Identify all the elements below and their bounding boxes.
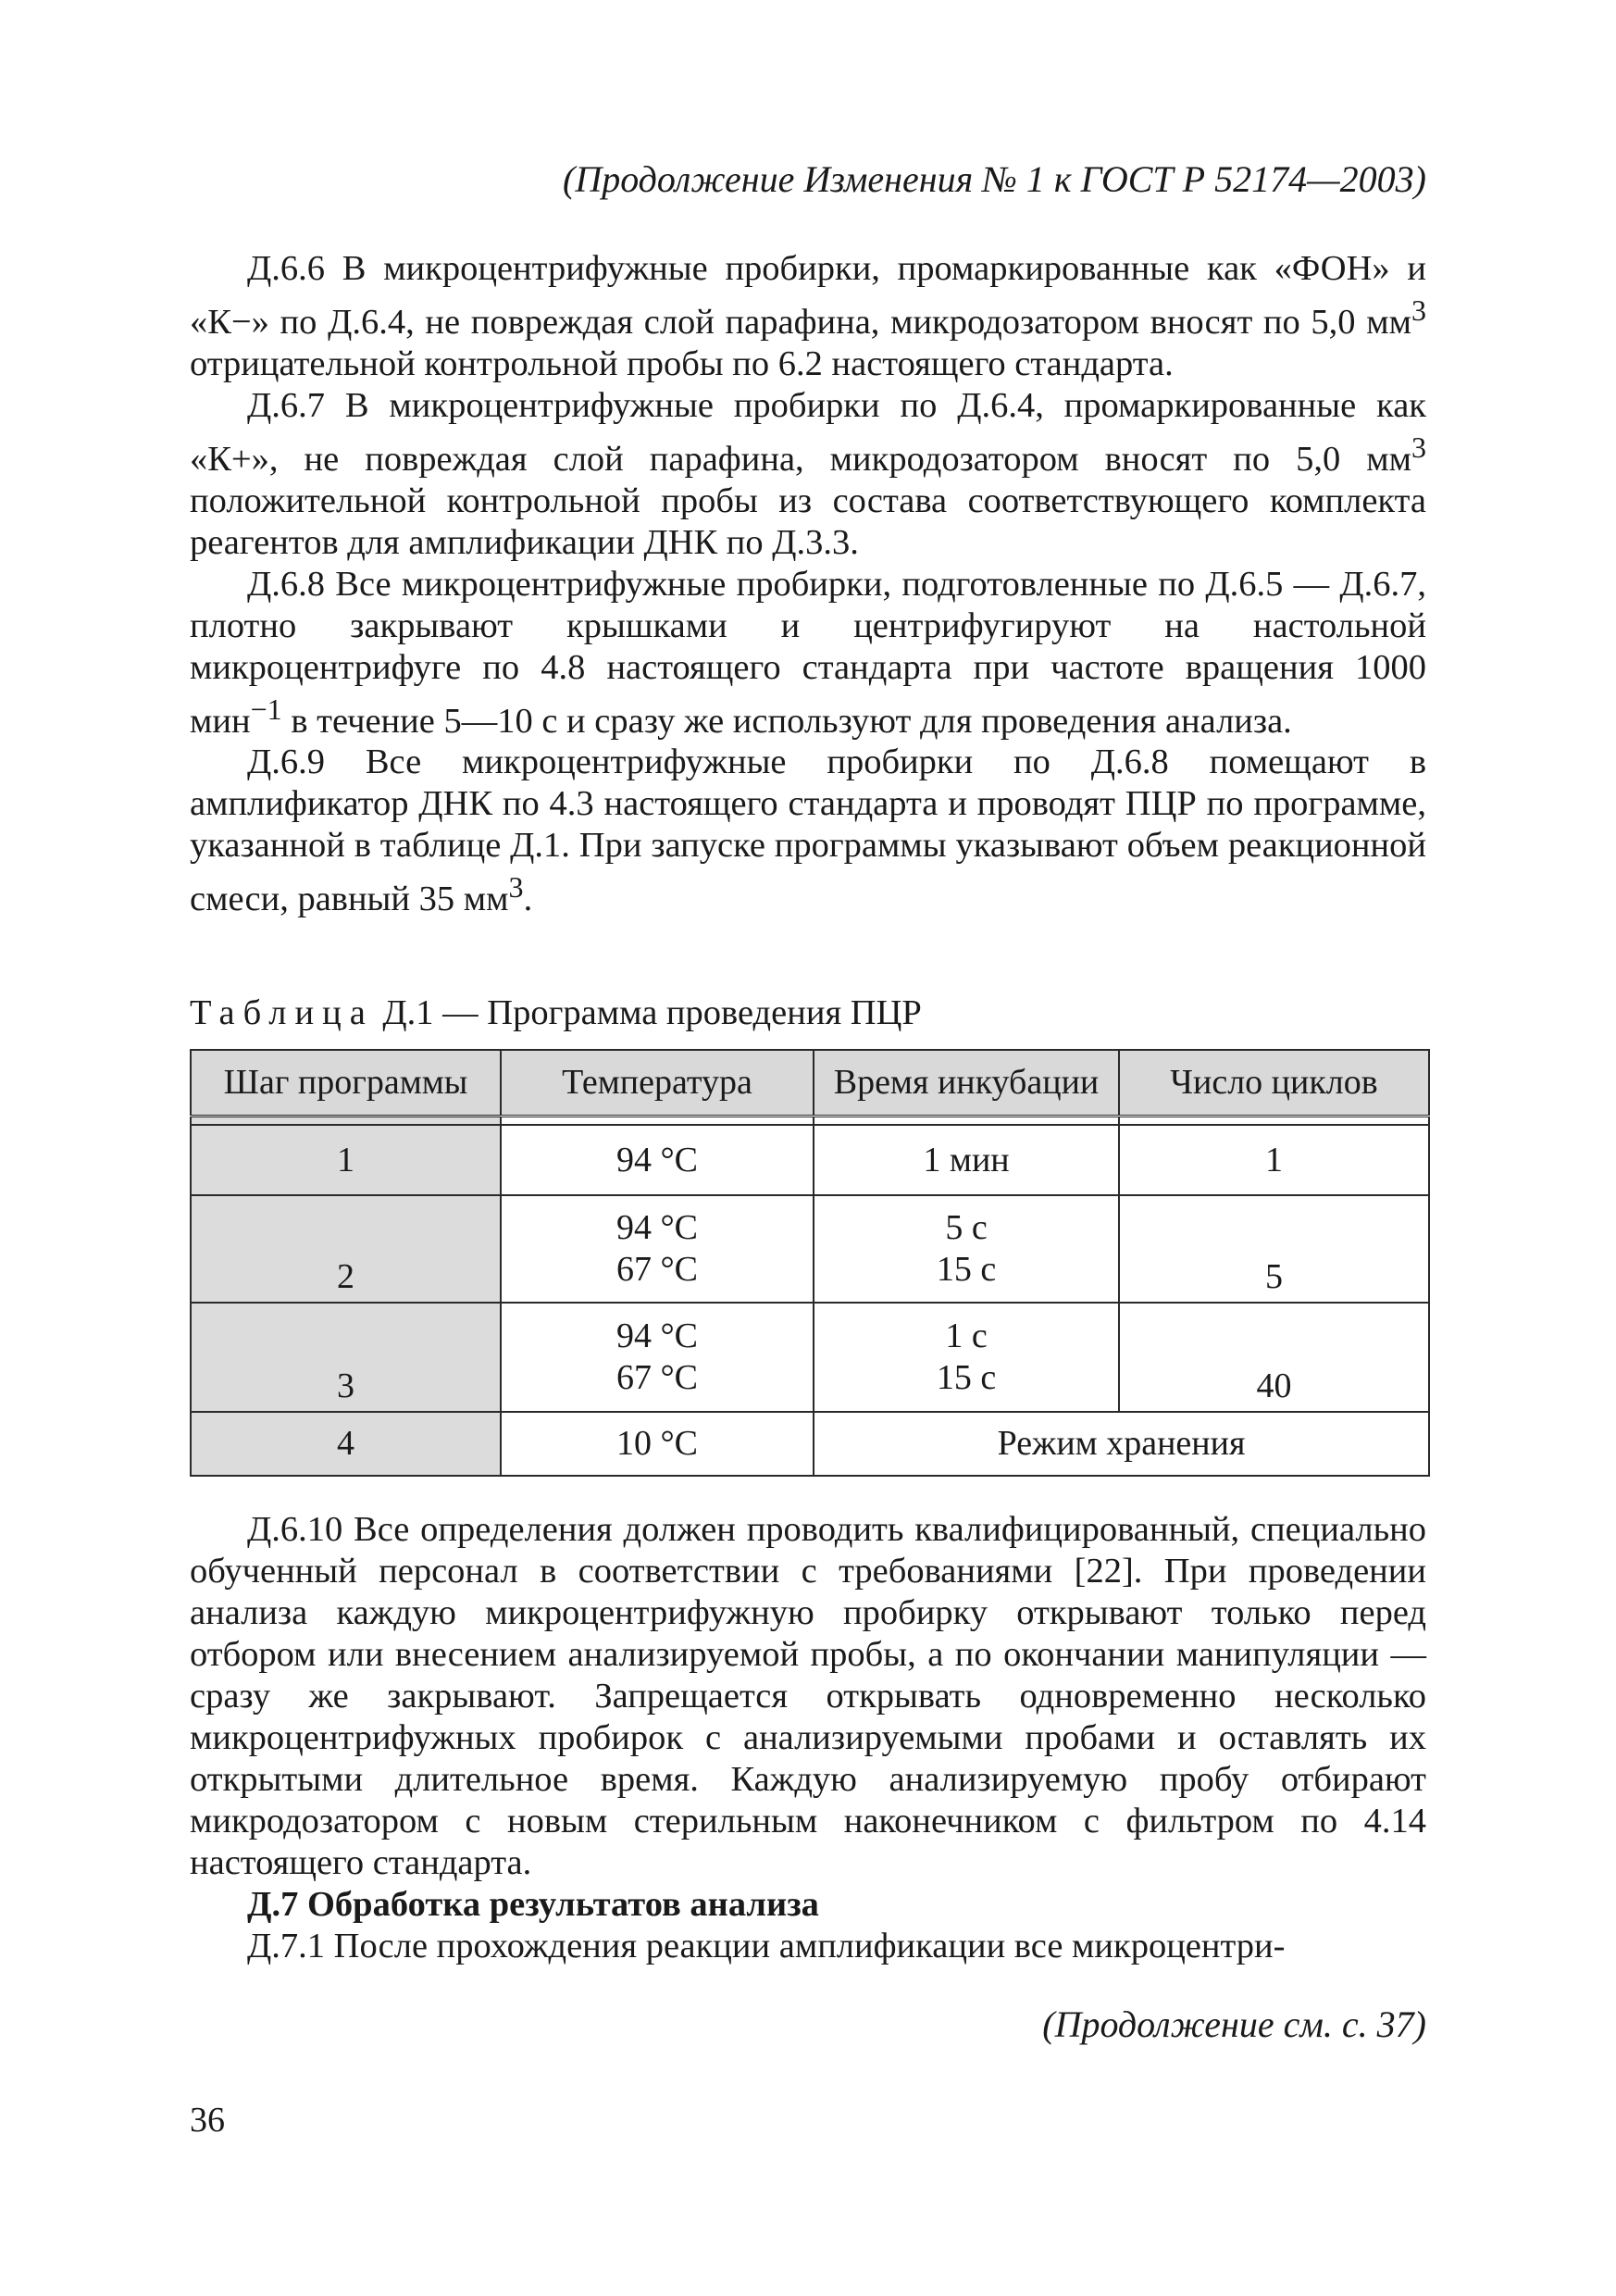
- paragraph-d67: Д.6.7 В микроцентрифужные пробирки по Д.6.4, промаркированные как «К+», не повреждая слой парафина, микродозатором вносят по 5,0 $мм^3$ положительной контрольной пробы из состава соответствующего комплекта реагентов для амплификации ДНК по Д.3.3.: [190, 385, 1426, 562]
- header-separator-row: [191, 1116, 1429, 1125]
- table-header-row: [191, 1050, 1429, 1116]
- header-temperature: Температура: [501, 1050, 814, 1116]
- step-cell: 3: [191, 1303, 501, 1412]
- storage-mode-cell: Режим хранения: [814, 1412, 1429, 1476]
- header-cycles: Число циклов: [1119, 1050, 1429, 1116]
- paragraph-d71: Д.7.1 После прохождения реакции амплификации все микроцентри-: [247, 1927, 1286, 1965]
- step-cell: 2: [191, 1195, 501, 1303]
- page-number: 36: [190, 2101, 225, 2140]
- header-incubation-time: Время инкубации: [814, 1050, 1119, 1116]
- step-cell: 4: [191, 1412, 501, 1476]
- temperature-cell: 10 °C: [501, 1412, 814, 1476]
- header-step: Шаг программы: [191, 1050, 501, 1116]
- table-caption-word: Таблица: [190, 993, 374, 1032]
- paragraph-d66: Д.6.6 В микроцентрифужные пробирки, промаркированные как «ФОН» и «К−» по Д.6.4, не повреждая слой парафина, микродозатором вносят по 5,0 $мм^3$ отрицательной контрольной пробы по 6.2 настоящего стандарта.: [190, 249, 1426, 383]
- table-caption-title: Д.1 — Программа проведения ПЦР: [373, 993, 922, 1032]
- text-section-d6: [190, 248, 1426, 920]
- section-heading-d7: Д.7 Обработка результатов анализа: [247, 1885, 819, 1924]
- table-row: [191, 1125, 1429, 1195]
- paragraph-d69: Д.6.9 Все микроцентрифужные пробирки по Д.6.8 помещают в амплификатор ДНК по 4.3 настоящего стандарта и проводят ПЦР по программе, указанной в таблице Д.1. При запуске программы указывают объем реакционной смеси, равный 35 $мм^3$.: [190, 742, 1426, 919]
- paragraph-d68: Д.6.8 Все микроцентрифужные пробирки, подготовленные по Д.6.5 — Д.6.7, плотно закрывают крышками и центрифугируют на настольной микроцентрифуге по 4.8 настоящего стандарта при частоте вращения 1000 мин$^{-1}$ в течение 5—10 с и сразу же используют для проведения анализа.: [190, 564, 1426, 741]
- temperature-cell: 94 °C 67 °C: [501, 1303, 814, 1412]
- cycles-cell: 40: [1119, 1303, 1429, 1412]
- running-header: (Продолжение Изменения № 1 к ГОСТ Р 52174—2003): [563, 158, 1426, 200]
- text-section-d6-10: [190, 1509, 1426, 1967]
- paragraph-d610: Д.6.10 Все определения должен проводить квалифицированный, специально обученный персонал в соответствии с требованиями [22]. При проведении анализа каждую микроцентрифужную пробирку открывают только перед отбором или внесением анализируемой пробы, а по окончании манипуляции — сразу же закрывают. Запрещается открывать одновременно несколько микроцентрифужных пробирок с анализируемыми пробами и оставлять их открытыми длительное время. Каждую анализируемую пробу отбирают микродозатором с новым стерильным наконечником с фильтром по 4.14 настоящего стандарта.: [190, 1510, 1426, 1882]
- temperature-cell: 94 °C: [501, 1125, 814, 1195]
- time-cell: 1 мин: [814, 1125, 1119, 1195]
- table-row: [191, 1303, 1429, 1412]
- cycles-cell: 5: [1119, 1195, 1429, 1303]
- table-row: [191, 1195, 1429, 1303]
- step-cell: 1: [191, 1125, 501, 1195]
- continuation-note: (Продолжение см. с. 37): [1042, 2003, 1426, 2045]
- pcr-program-table: [190, 1049, 1430, 1477]
- cycles-cell: 1: [1119, 1125, 1429, 1195]
- time-cell: 5 с 15 с: [814, 1195, 1119, 1303]
- table-caption: [190, 992, 922, 1034]
- table-row: [191, 1412, 1429, 1476]
- temperature-cell: 94 °C 67 °C: [501, 1195, 814, 1303]
- time-cell: 1 с 15 с: [814, 1303, 1119, 1412]
